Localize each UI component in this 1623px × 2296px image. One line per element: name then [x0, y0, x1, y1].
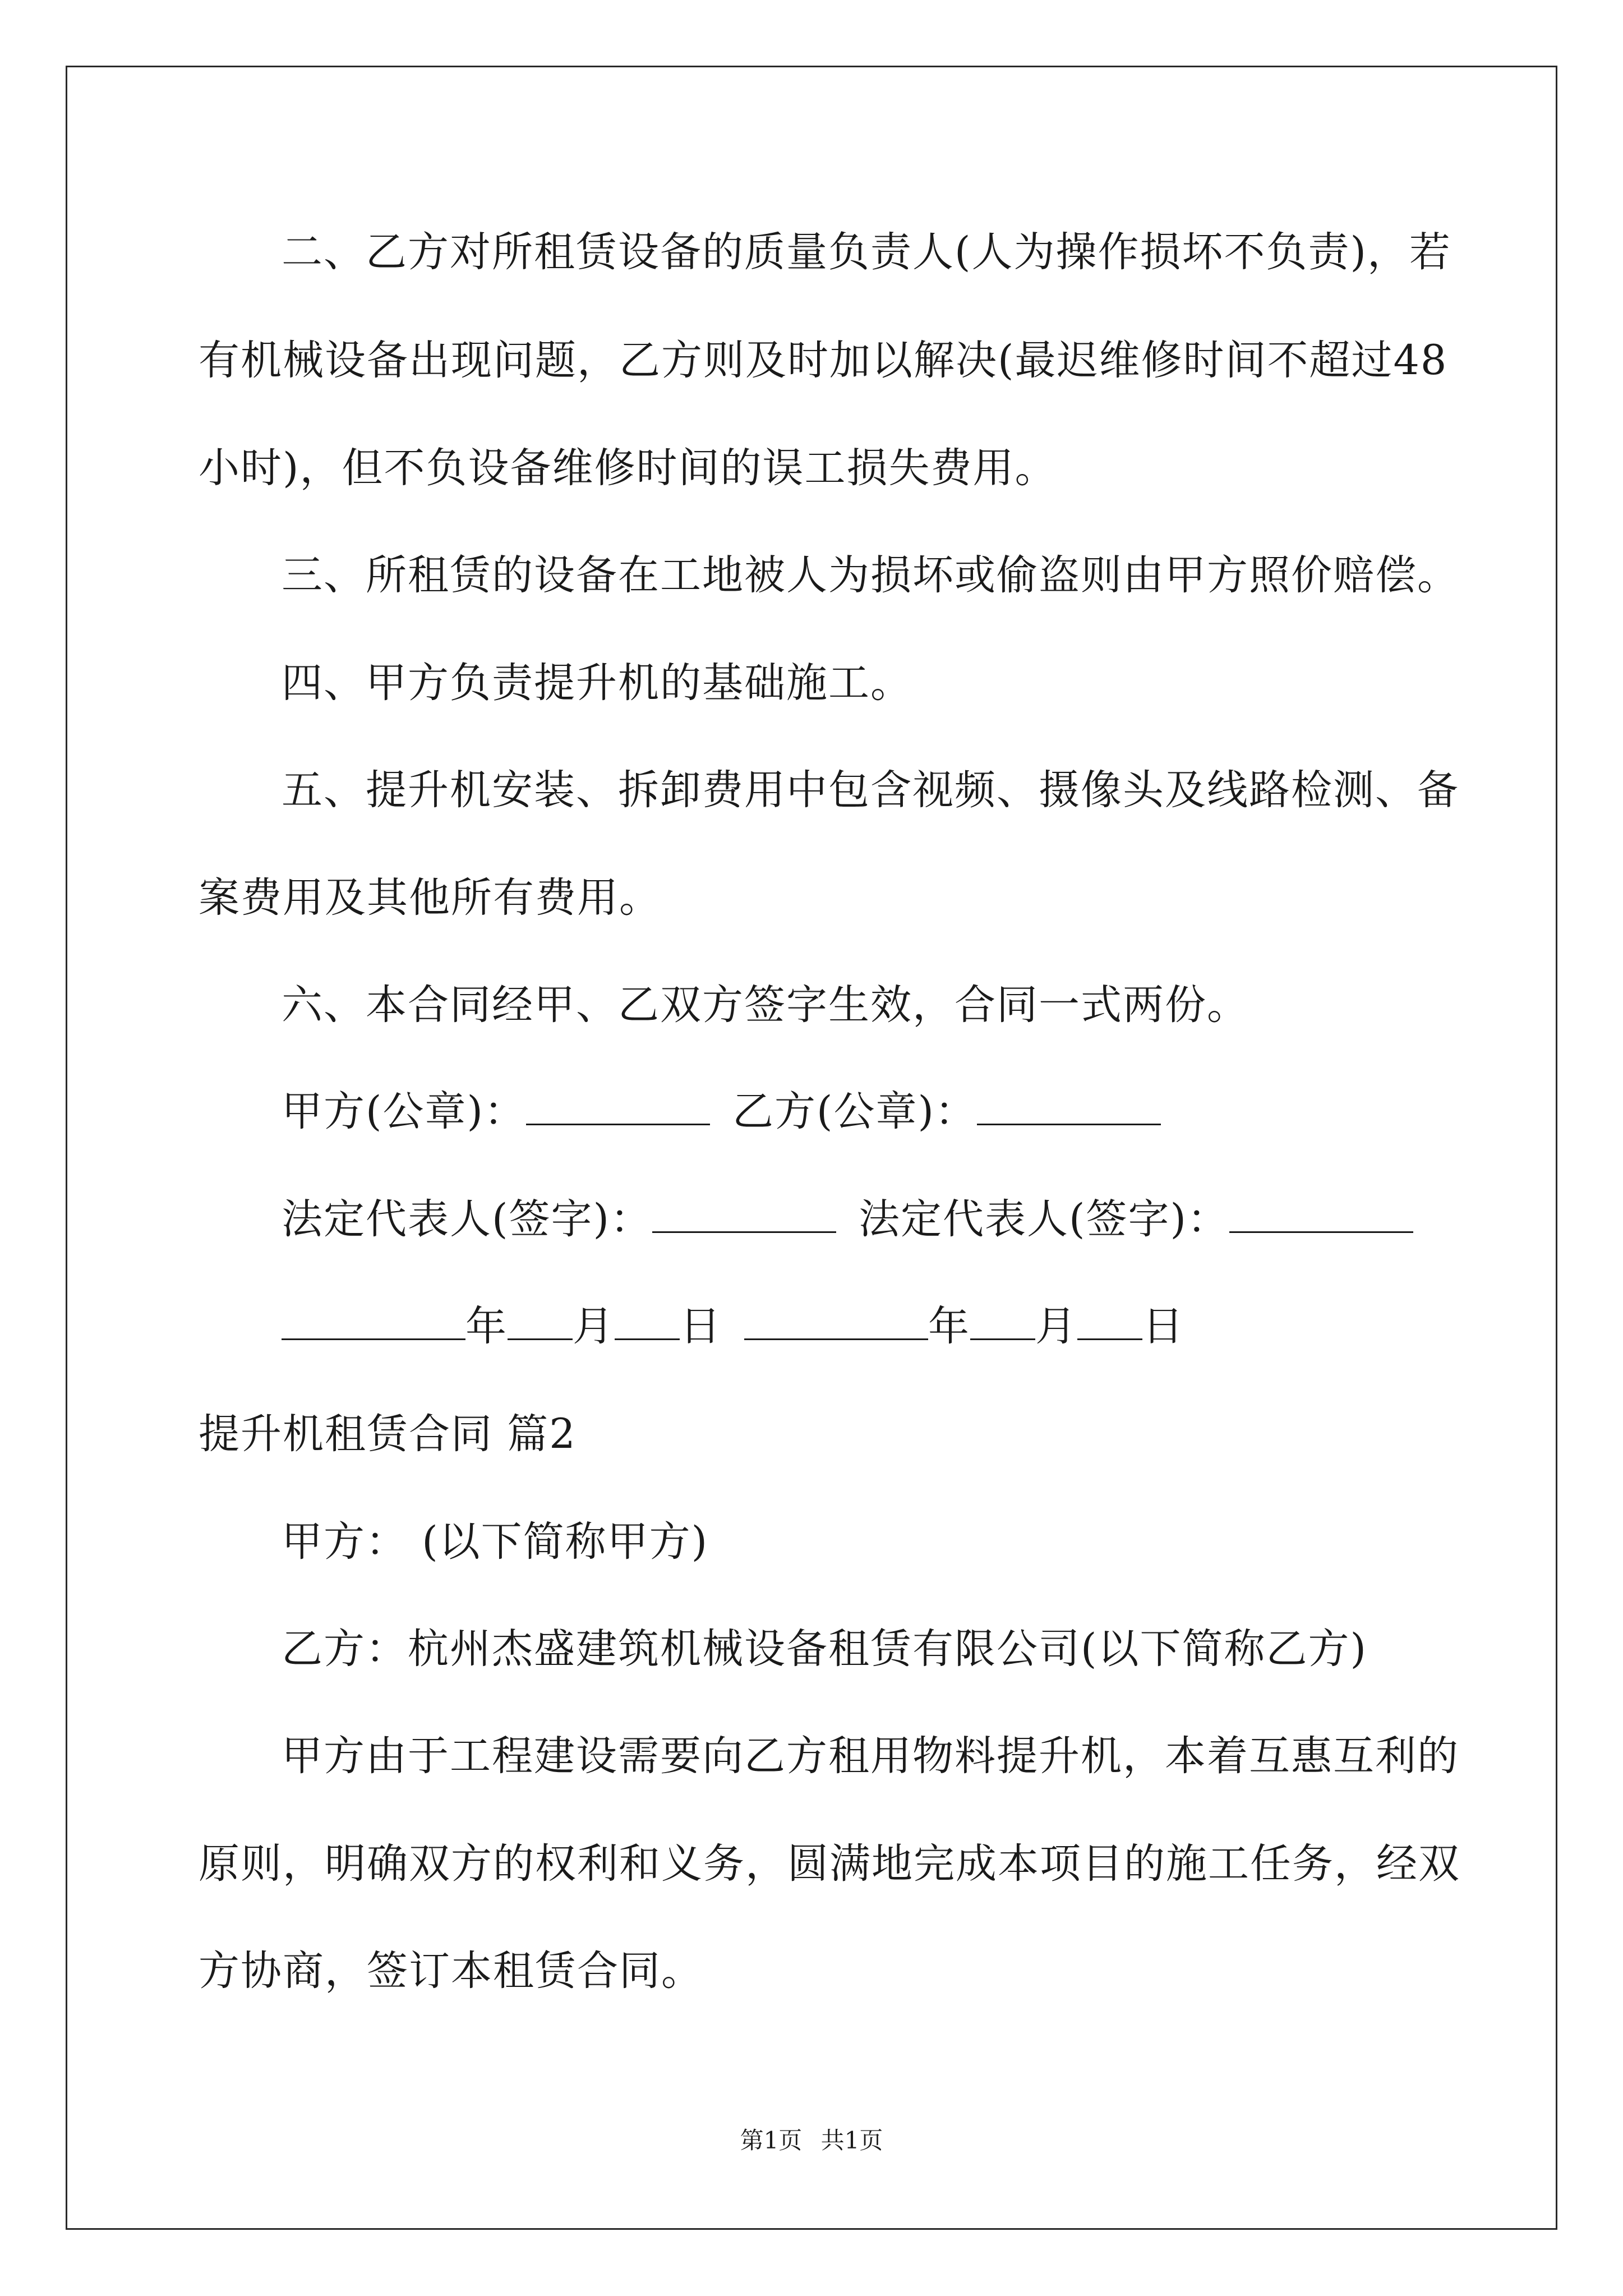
- page-footer: [0, 2124, 1623, 2157]
- party-a-rep-blank: [652, 1197, 836, 1233]
- paragraph-line: 小时)，但不负设备维修时间的误工损失费用。: [199, 444, 1057, 492]
- paragraph-line: 六、本合同经甲、乙双方签字生效，合同一式两份。: [282, 981, 1249, 1029]
- party-a-seal-blank: [526, 1089, 710, 1125]
- date-b-month-label: 月: [1035, 1303, 1077, 1350]
- paragraph-line: 原则，明确双方的权利和义务，圆满地完成本项目的施工任务，经双: [199, 1840, 1460, 1888]
- seal-row: [282, 1084, 1161, 1140]
- paragraph-line: 五、提升机安装、拆卸费用中包含视频、摄像头及线路检测、备: [282, 766, 1459, 814]
- paragraph-line: 二、乙方对所租赁设备的质量负责人(人为操作损坏不负责)，若: [282, 228, 1451, 276]
- party-b-rep-label: 法定代表人(签字)：: [858, 1195, 1229, 1243]
- paragraph-line: 案费用及其他所有费用。: [199, 874, 661, 922]
- date-b-year-label: 年: [928, 1303, 970, 1350]
- page-total: 共1页: [820, 2127, 883, 2154]
- paragraph-line: 甲方： (以下简称甲方): [282, 1518, 709, 1566]
- party-a-rep-label: 法定代表人(签字)：: [282, 1195, 652, 1243]
- page-number: 第1页: [740, 2127, 803, 2154]
- date-b-day-label: 日: [1142, 1303, 1184, 1350]
- date-a-day-label: 日: [680, 1303, 722, 1350]
- date-a-year-label: 年: [465, 1303, 508, 1350]
- date-b-month-blank: [970, 1304, 1035, 1340]
- date-b-day-blank: [1077, 1304, 1142, 1340]
- party-b-seal-label: 乙方(公章)：: [732, 1088, 977, 1135]
- party-a-seal-label: 甲方(公章)：: [282, 1088, 526, 1135]
- section-title: 提升机租赁合同 篇2: [199, 1410, 577, 1458]
- paragraph-line: 方协商，签订本租赁合同。: [199, 1947, 703, 1995]
- party-b-seal-blank: [977, 1089, 1161, 1125]
- date-a-month-label: 月: [573, 1303, 615, 1350]
- date-b-year-blank: [744, 1304, 928, 1340]
- page-border: [66, 66, 1557, 2230]
- paragraph-line: 三、所租赁的设备在工地被人为损坏或偷盗则由甲方照价赔偿。: [282, 551, 1459, 599]
- paragraph-line: 有机械设备出现问题，乙方则及时加以解决(最迟维修时间不超过48: [199, 337, 1448, 384]
- paragraph-line: 乙方：杭州杰盛建筑机械设备租赁有限公司(以下简称乙方): [282, 1625, 1367, 1673]
- paragraph-line: 四、甲方负责提升机的基础施工。: [282, 659, 912, 707]
- date-a-day-blank: [615, 1304, 680, 1340]
- date-a-year-blank: [282, 1304, 465, 1340]
- paragraph-line: 甲方由于工程建设需要向乙方租用物料提升机，本着互惠互利的: [282, 1732, 1459, 1780]
- party-b-rep-blank: [1229, 1197, 1413, 1233]
- representative-row: [282, 1191, 1413, 1248]
- date-row: [282, 1299, 1184, 1355]
- date-a-month-blank: [508, 1304, 573, 1340]
